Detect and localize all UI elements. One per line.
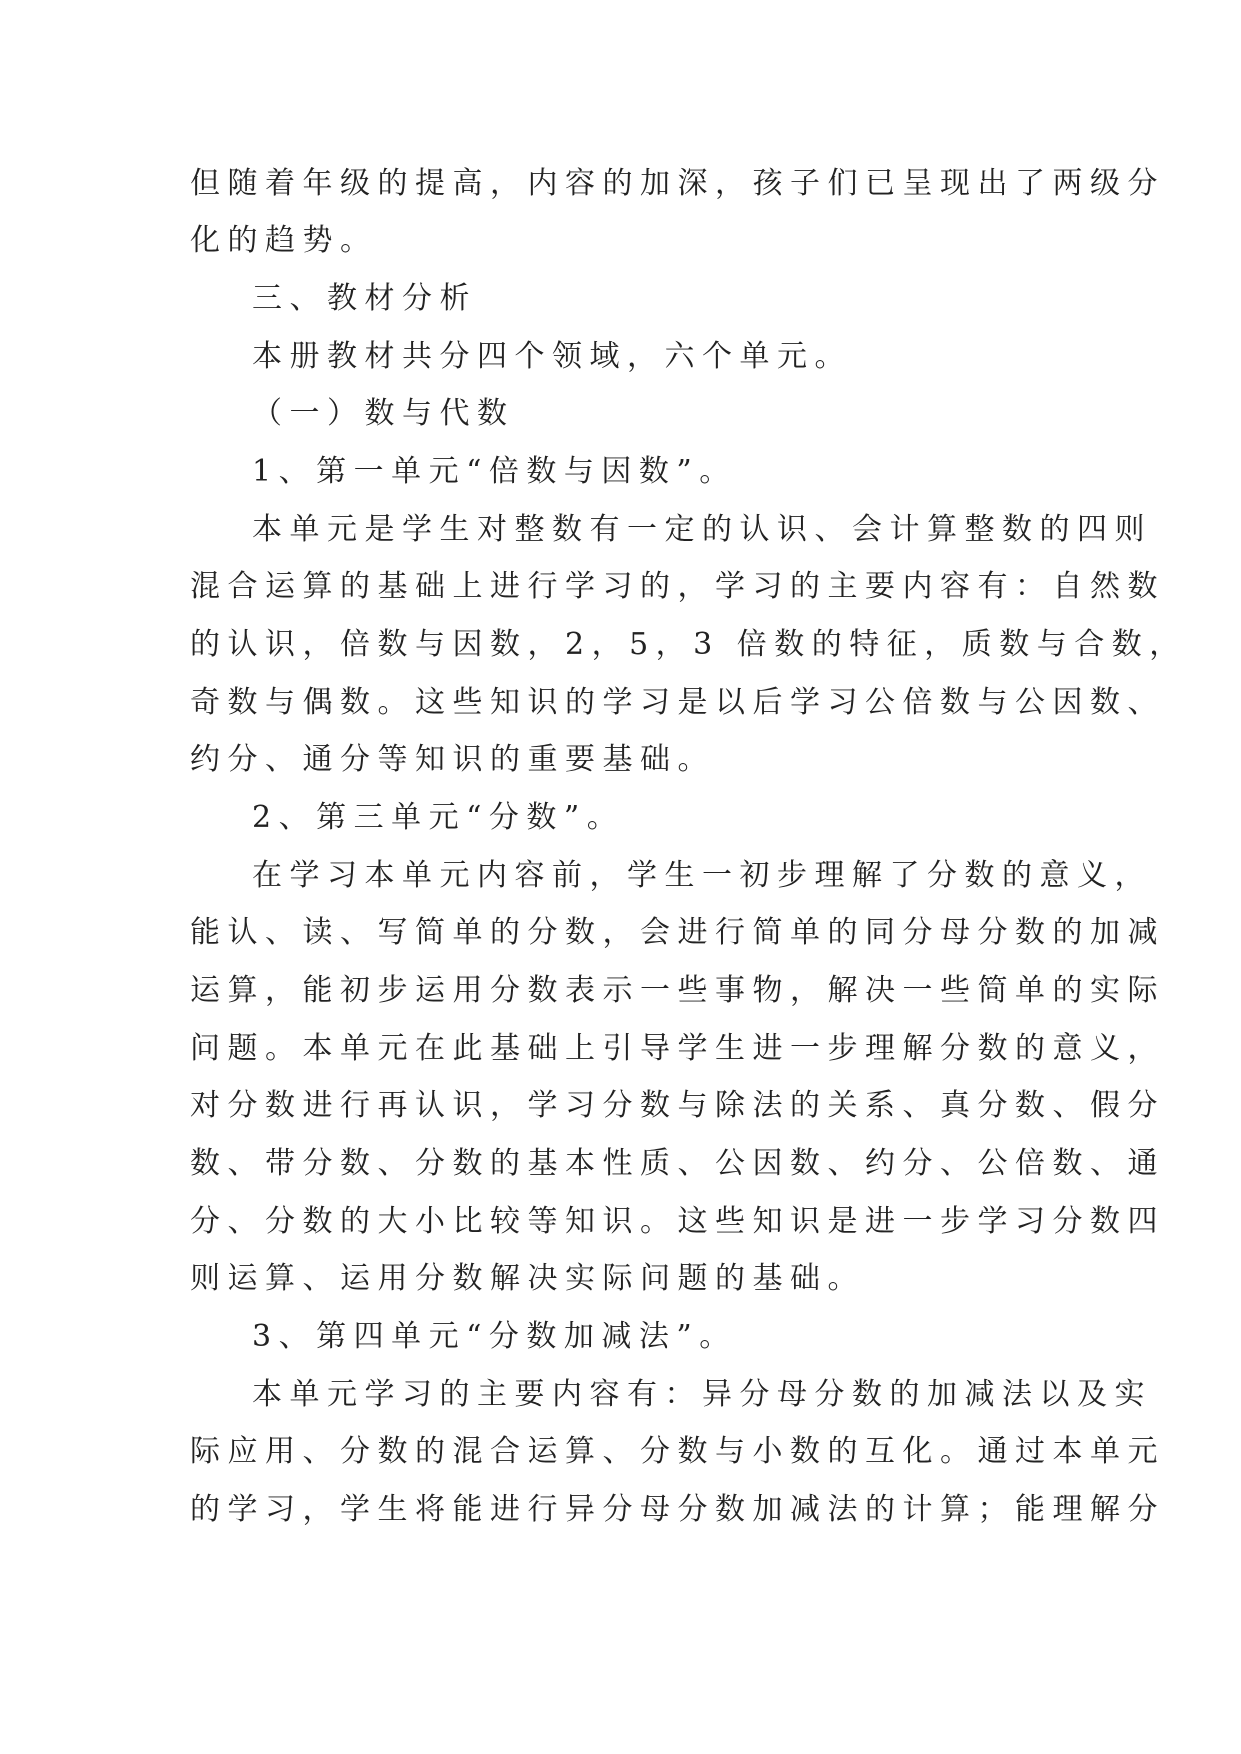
section-heading: 三、教材分析 [252, 281, 477, 316]
paragraph-line: 化的趋势。 [190, 223, 378, 258]
paragraph-line: 奇数与偶数。这些知识的学习是以后学习公倍数与公因数、 [190, 685, 1165, 720]
unit-heading: 2、第三单元“分数”。 [252, 800, 625, 835]
paragraph-line: 际应用、分数的混合运算、分数与小数的互化。通过本单元 [190, 1434, 1165, 1469]
paragraph-line: 能认、读、写简单的分数，会进行简单的同分母分数的加减 [190, 915, 1165, 950]
unit-heading: 1、第一单元“倍数与因数”。 [252, 454, 737, 489]
paragraph-line: 混合运算的基础上进行学习的，学习的主要内容有：自然数 [190, 569, 1165, 604]
subsection-heading: （一）数与代数 [252, 396, 515, 431]
paragraph-line: 的学习，学生将能进行异分母分数加减法的计算；能理解分 [190, 1492, 1165, 1527]
paragraph-line: 但随着年级的提高，内容的加深，孩子们已呈现出了两级分 [190, 166, 1165, 201]
paragraph-line: 约分、通分等知识的重要基础。 [190, 742, 715, 777]
paragraph-line: 数、带分数、分数的基本性质、公因数、约分、公倍数、通 [190, 1146, 1165, 1181]
paragraph-line: 本册教材共分四个领域，六个单元。 [252, 339, 852, 374]
paragraph-line: 则运算、运用分数解决实际问题的基础。 [190, 1261, 865, 1296]
paragraph-line: 在学习本单元内容前，学生一初步理解了分数的意义， [252, 858, 1152, 893]
unit-heading: 3、第四单元“分数加减法”。 [252, 1319, 737, 1354]
paragraph-line: 本单元是学生对整数有一定的认识、会计算整数的四则 [252, 512, 1152, 547]
paragraph-line: 分、分数的大小比较等知识。这些知识是进一步学习分数四 [190, 1204, 1165, 1239]
paragraph-line: 对分数进行再认识，学习分数与除法的关系、真分数、假分 [190, 1088, 1165, 1123]
paragraph-line: 的认识，倍数与因数，2，5，3 倍数的特征，质数与合数， [190, 627, 1187, 662]
paragraph-line: 运算，能初步运用分数表示一些事物，解决一些简单的实际 [190, 973, 1165, 1008]
paragraph-line: 问题。本单元在此基础上引导学生进一步理解分数的意义， [190, 1031, 1165, 1066]
paragraph-line: 本单元学习的主要内容有：异分母分数的加减法以及实 [252, 1377, 1152, 1412]
